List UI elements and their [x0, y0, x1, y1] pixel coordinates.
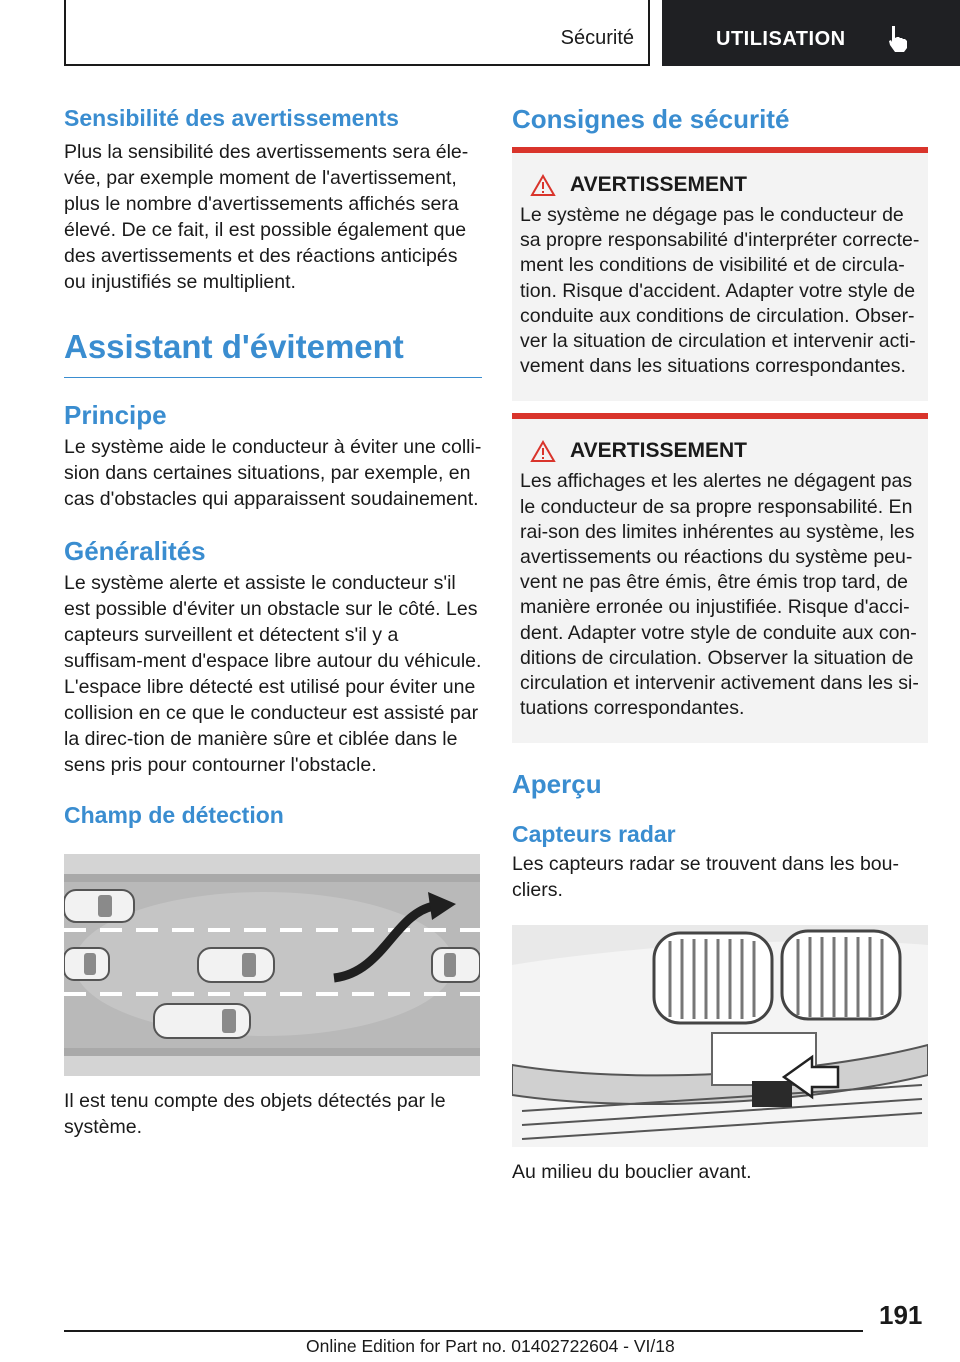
warning-box-1 — [512, 147, 928, 401]
detection-heading: Champ de détection — [64, 802, 284, 828]
footer-edition: Online Edition for Part no. 01402722604 - VI/18 — [306, 1336, 675, 1356]
pointing-hand-icon — [884, 24, 914, 54]
detection-field-illustration — [64, 854, 480, 1076]
header-chapter-title: UTILISATION — [716, 28, 846, 50]
header-section-box — [64, 0, 650, 66]
warning-text-2: Les affichages et les alertes ne dégagent pas le conducteur de sa propre responsabilité. En rai-son des limites inhérentes au système, les avertissements ou réactions du système peu-vent ne pas être émis, être émis trop tard, de manière erronée ou injustifiée. Risque d'acci-dent. Adapter votre style de conduite aux con-ditions de circulation. Observer la situation de circulation et intervenir activement dans les si-tuations correspondantes. — [520, 470, 919, 720]
overview-heading: Aperçu — [512, 769, 602, 800]
warning-title-2: AVERTISSEMENT — [570, 439, 747, 463]
detection-caption: Il est tenu compte des objets détectés par le système. — [64, 1090, 446, 1138]
main-heading: Assistant d'évitement — [64, 325, 482, 378]
warning-triangle-icon — [530, 440, 556, 463]
header-chapter-tab — [662, 0, 960, 66]
general-text: Le système alerte et assiste le conducteur s'il est possible d'éviter un obstacle sur le côté. Les capteurs surveillent et détectent s'il y a suffisam-ment d'espace libre autour du véhicule. L'espace libre détecté est utilisé pour éviter une collision en ce que le conducteur est assisté par la direc-tion de manière sûre et ciblée dans le sens pris pour contourner l'obstacle. — [64, 572, 482, 776]
radar-sensor-illustration — [512, 925, 928, 1147]
warning-title-1: AVERTISSEMENT — [570, 173, 747, 196]
warning-box-2 — [512, 413, 928, 743]
sensitivity-text: Plus la sensibilité des avertissements sera éle-vée, par exemple moment de l'avertissement, plus le nombre d'avertissements affichés sera élevé. De ce fait, il est possible également que des avertissements et des réactions anticipés ou injustifiés se multiplient. — [64, 141, 469, 293]
sensitivity-heading: Sensibilité des avertissements — [64, 105, 399, 131]
radar-text: Les capteurs radar se trouvent dans les bou-cliers. — [512, 853, 899, 902]
radar-heading: Capteurs radar — [512, 821, 676, 848]
warning-triangle-icon — [530, 174, 556, 197]
footer-rule — [64, 1330, 863, 1332]
page-number: 191 — [879, 1300, 923, 1330]
principle-text: Le système aide le conducteur à éviter une colli-sion dans certaines situations, par exemple, en cas d'obstacles qui apparaissent soudainement. — [64, 436, 482, 510]
radar-caption: Au milieu du bouclier avant. — [512, 1161, 752, 1184]
safety-heading: Consignes de sécurité — [512, 104, 790, 134]
principle-heading: Principe — [64, 400, 167, 430]
right-column — [512, 100, 928, 1185]
general-heading: Généralités — [64, 536, 206, 566]
header-section-title: Sécurité — [560, 27, 634, 49]
warning-text-1: Le système ne dégage pas le conducteur de sa propre responsabilité d'interpréter correcte-ment les conditions de visibilité et de circula-tion. Risque d'accident. Adapter votre style de conduite aux conditions de circulation. Obser-ver la situation de circulation et intervenir acti-vement dans les situations correspondantes. — [520, 204, 920, 378]
left-column — [64, 100, 482, 1140]
